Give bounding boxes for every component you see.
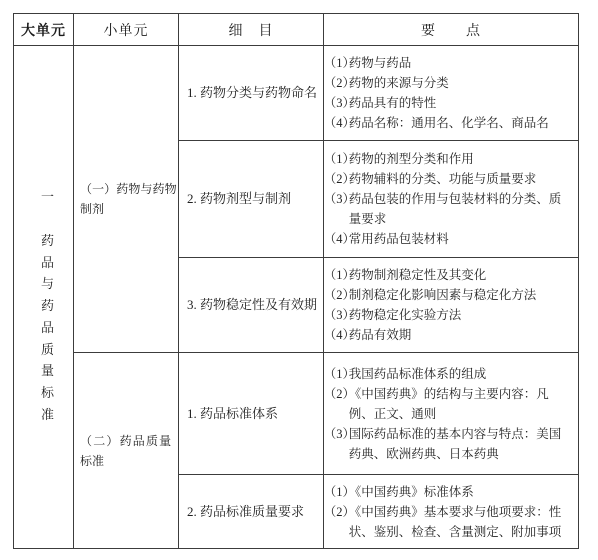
points-cell bbox=[324, 141, 579, 258]
point bbox=[330, 73, 576, 93]
point bbox=[330, 364, 576, 384]
point bbox=[330, 325, 576, 345]
point-text: 药物制剂稳定性及其变化 bbox=[348, 268, 487, 282]
point-text: 常用药品包装材料 bbox=[348, 232, 449, 246]
point bbox=[330, 189, 576, 229]
point-number: （1） bbox=[330, 366, 349, 381]
point-number: （2） bbox=[330, 504, 349, 519]
point bbox=[330, 93, 576, 113]
point-text: 药物的剂型分类和作用 bbox=[348, 152, 474, 166]
point-text: 《中国药典》标准体系 bbox=[348, 484, 474, 499]
point bbox=[330, 53, 576, 73]
header-sub-unit: 小单元 bbox=[74, 14, 179, 46]
item-title: 3. 药物稳定性及有效期 bbox=[187, 297, 318, 312]
point-number: （1） bbox=[330, 484, 349, 499]
item-title: 1. 药物分类与药物命名 bbox=[187, 85, 318, 100]
point bbox=[330, 149, 576, 169]
header-major-unit: 大单元 bbox=[14, 14, 74, 46]
item-title: 2. 药物剂型与制剂 bbox=[187, 191, 292, 206]
point-text: 药品具有的特性 bbox=[348, 96, 437, 110]
item-cell bbox=[179, 353, 324, 475]
point-number: （4） bbox=[330, 232, 349, 246]
table-row bbox=[14, 46, 579, 141]
sub-unit-title: （二）药品质量标准 bbox=[80, 433, 172, 468]
major-unit-cell bbox=[14, 46, 74, 549]
point-number: （2） bbox=[330, 172, 349, 186]
point bbox=[330, 384, 576, 424]
point-text: 《中国药典》的结构与主要内容：凡例、正文、通则 bbox=[348, 386, 549, 421]
point bbox=[330, 113, 576, 133]
point-number: （1） bbox=[330, 56, 349, 70]
point-text: 药物辅料的分类、功能与质量要求 bbox=[348, 172, 537, 186]
points-cell bbox=[324, 353, 579, 475]
table-row bbox=[14, 353, 579, 475]
point-text: 药物的来源与分类 bbox=[348, 76, 449, 90]
header-item: 细 目 bbox=[179, 14, 324, 46]
point-number: （4） bbox=[330, 328, 349, 342]
point-number: （4） bbox=[330, 116, 349, 130]
point-number: （3） bbox=[330, 426, 349, 441]
point-number: （3） bbox=[330, 192, 349, 206]
point-text: 药品名称：通用名、化学名、商品名 bbox=[348, 116, 549, 130]
point-text: 药物稳定化实验方法 bbox=[348, 308, 462, 322]
table-header-row bbox=[14, 14, 579, 46]
point bbox=[330, 169, 576, 189]
point bbox=[330, 424, 576, 464]
major-unit-number: 一 bbox=[40, 189, 54, 205]
point bbox=[330, 482, 576, 502]
sub-unit-cell bbox=[74, 46, 179, 353]
points-cell bbox=[324, 475, 579, 549]
point-number: （1） bbox=[330, 152, 349, 166]
point bbox=[330, 229, 576, 249]
point-text: 国际药品标准的基本内容与特点：美国药典、欧洲药典、日本药典 bbox=[348, 426, 562, 461]
item-cell bbox=[179, 46, 324, 141]
sub-unit-cell bbox=[74, 353, 179, 549]
point-number: （1） bbox=[330, 268, 349, 282]
sub-unit-title: （一）药物与药物制剂 bbox=[80, 182, 177, 216]
item-cell bbox=[179, 141, 324, 258]
point-number: （2） bbox=[330, 386, 349, 401]
point-text: 制剂稳定化影响因素与稳定化方法 bbox=[348, 288, 537, 302]
item-title: 1. 药品标准体系 bbox=[187, 405, 279, 421]
syllabus-table bbox=[13, 13, 579, 549]
item-cell bbox=[179, 258, 324, 353]
point-text: 药品有效期 bbox=[348, 328, 412, 342]
point bbox=[330, 265, 576, 285]
point bbox=[330, 285, 576, 305]
header-points: 要 点 bbox=[324, 14, 579, 46]
item-title: 2. 药品标准质量要求 bbox=[187, 503, 305, 519]
point-text: 我国药品标准体系的组成 bbox=[348, 366, 487, 381]
point-number: （2） bbox=[330, 288, 349, 302]
points-cell bbox=[324, 258, 579, 353]
point-number: （3） bbox=[330, 308, 349, 322]
point-number: （3） bbox=[330, 96, 349, 110]
point-text: 药品包装的作用与包装材料的分类、质量要求 bbox=[348, 192, 562, 226]
major-unit-title: 药品与药品质量标准 bbox=[40, 232, 54, 422]
point bbox=[330, 502, 576, 542]
point bbox=[330, 305, 576, 325]
point-text: 药物与药品 bbox=[348, 56, 412, 70]
point-text: 《中国药典》基本要求与他项要求：性状、鉴别、检查、含量测定、附加事项 bbox=[348, 504, 562, 539]
item-cell bbox=[179, 475, 324, 549]
point-number: （2） bbox=[330, 76, 349, 90]
points-cell bbox=[324, 46, 579, 141]
